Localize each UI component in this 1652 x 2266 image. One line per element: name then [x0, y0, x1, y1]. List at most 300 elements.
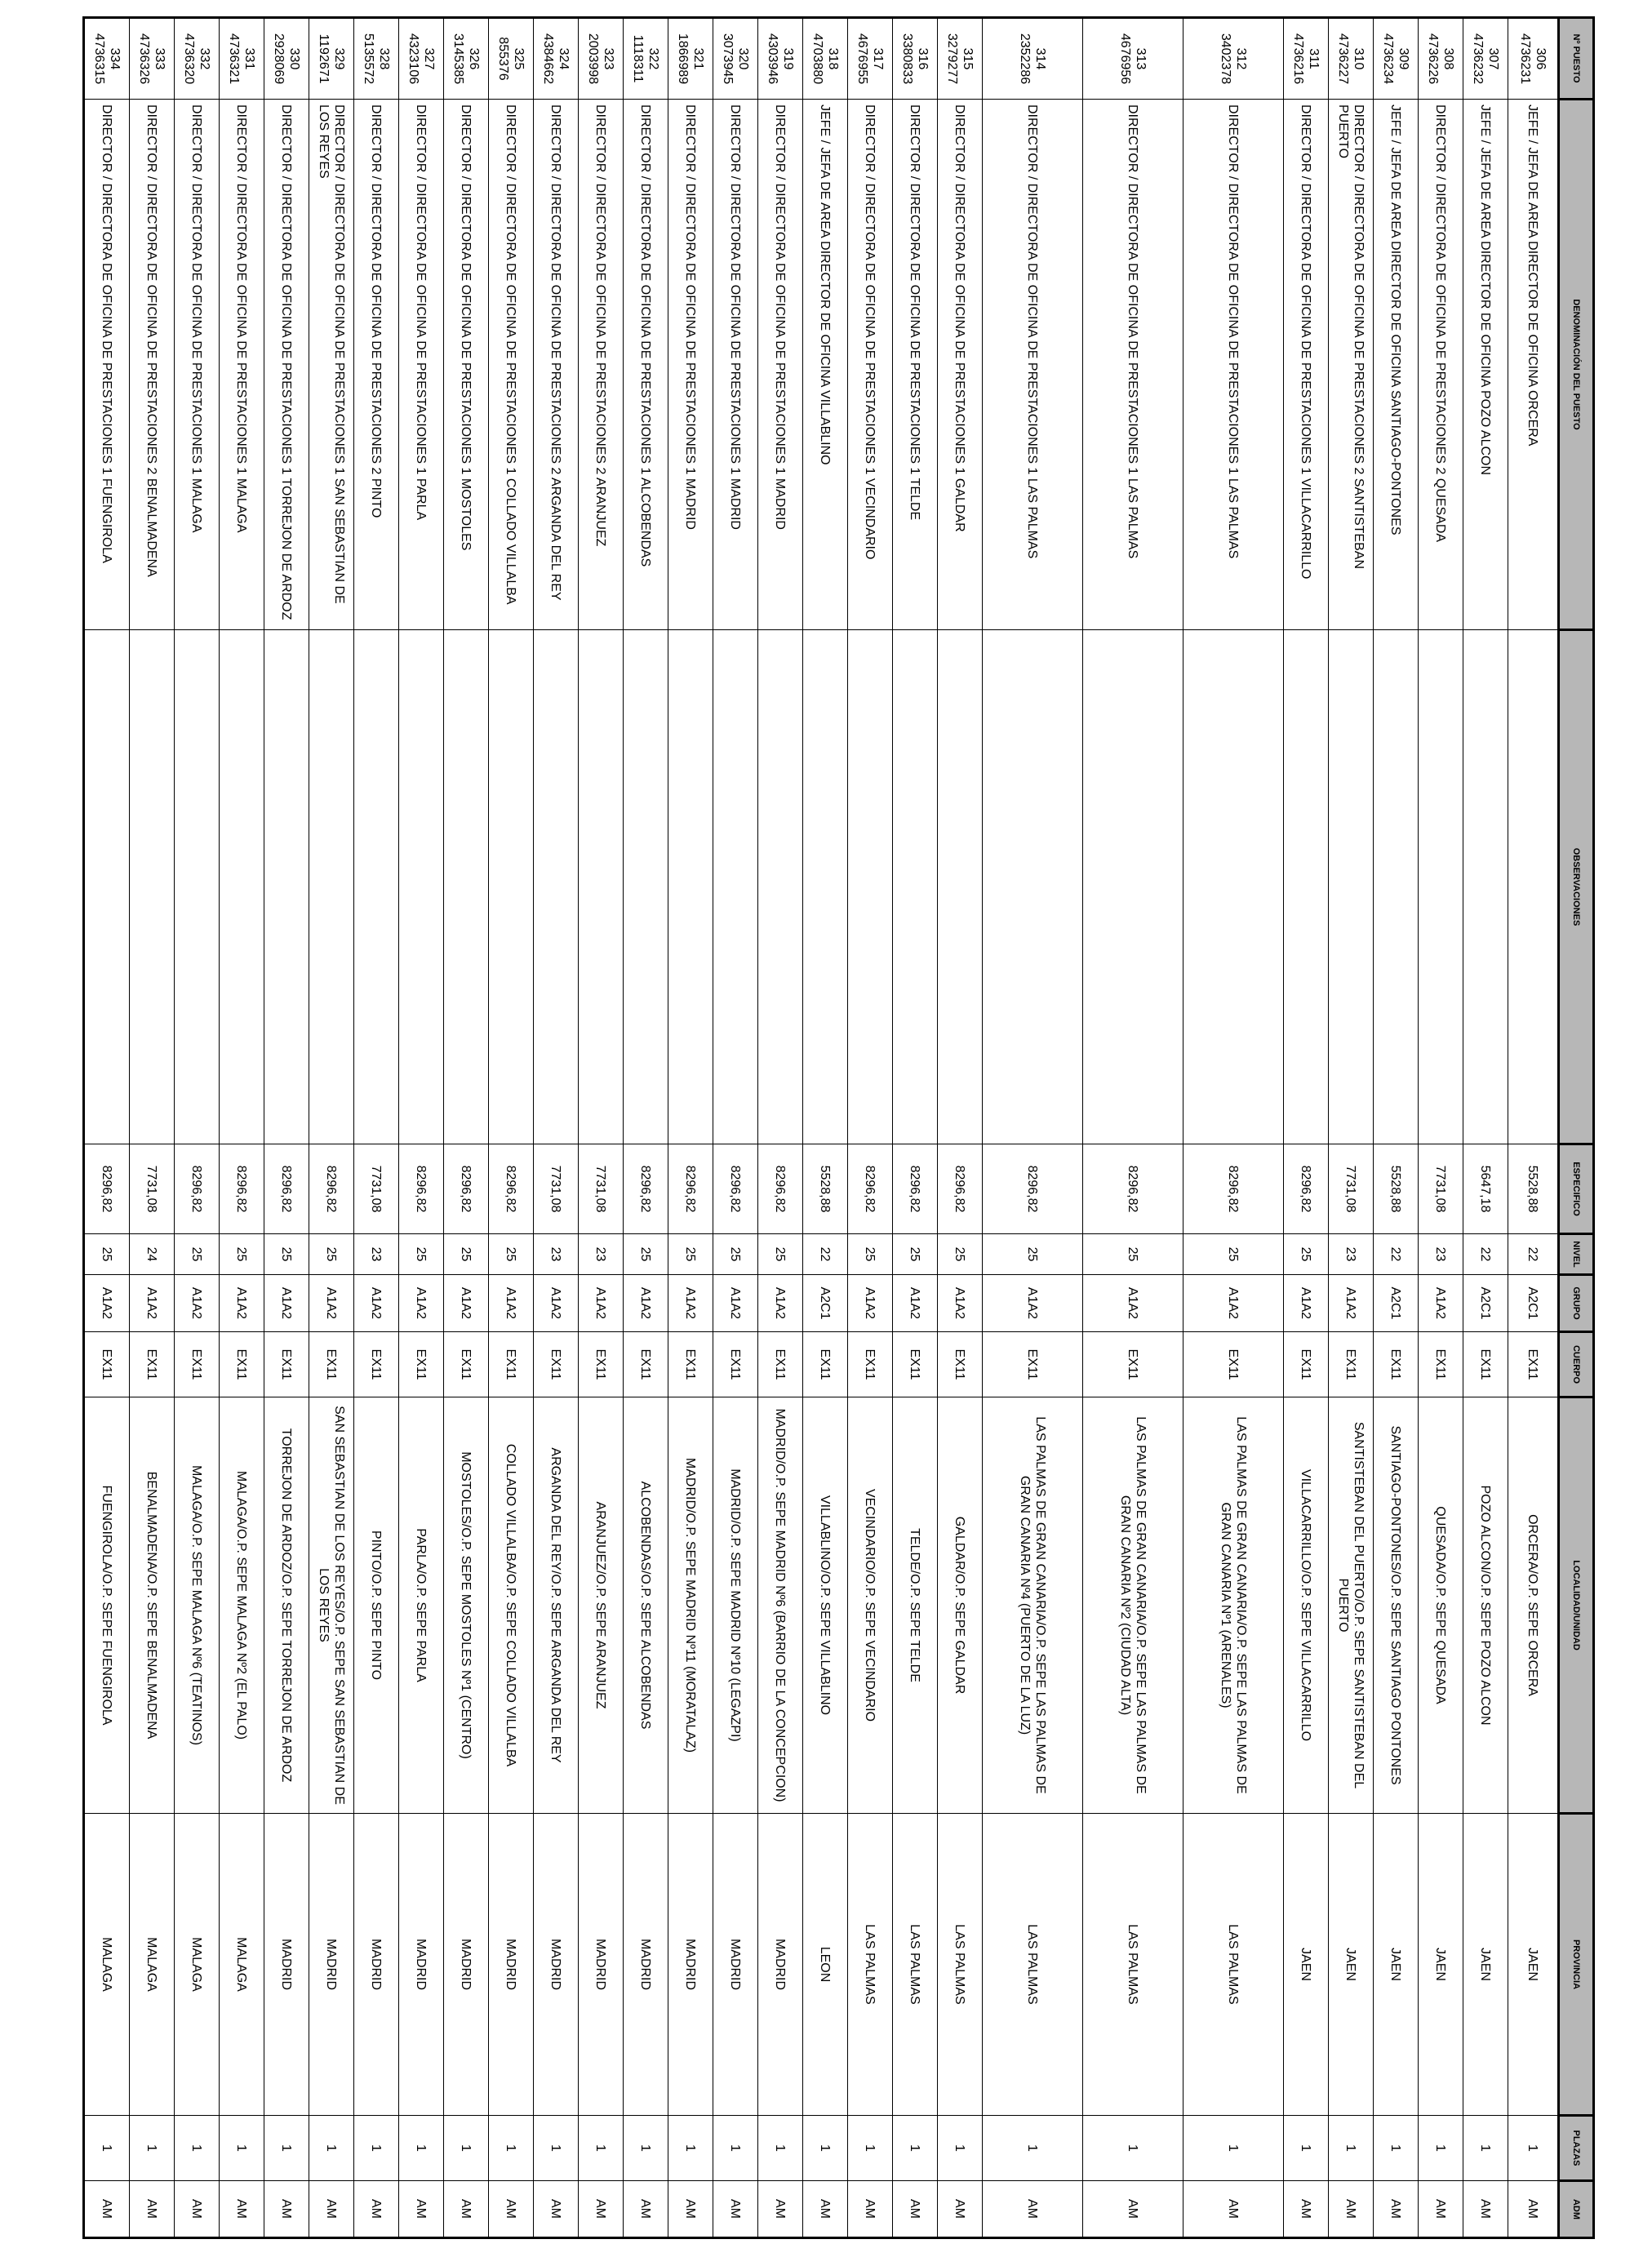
- cell-denominacion: DIRECTOR / DIRECTORA DE OFICINA DE PRESTACIONES 1 MADRID: [758, 100, 803, 630]
- cell-provincia: LAS PALMAS: [983, 1814, 1083, 2116]
- cell-adm: AM: [713, 2181, 758, 2238]
- puesto-number: 323: [602, 47, 615, 70]
- cell-grupo: A1A2: [1329, 1275, 1374, 1332]
- cell-grupo: A1A2: [758, 1275, 803, 1332]
- cell-grupo: A1A2: [624, 1275, 668, 1332]
- cell-denominacion: DIRECTOR / DIRECTORA DE OFICINA DE PRESTACIONES 2 PINTO: [354, 100, 399, 630]
- cell-cuerpo: EX11: [624, 1332, 668, 1397]
- cell-especifico: 8296,82: [399, 1144, 444, 1234]
- cell-cuerpo: EX11: [1183, 1332, 1284, 1397]
- cell-plazas: 1: [1284, 2116, 1329, 2181]
- puesto-number: 309: [1397, 47, 1410, 70]
- cell-observaciones: [1419, 630, 1463, 1144]
- cell-provincia: MALAGA: [130, 1814, 175, 2116]
- cell-adm: AM: [579, 2181, 624, 2238]
- table-row: [1183, 18, 1284, 2238]
- cell-especifico: 7731,08: [1419, 1144, 1463, 1234]
- cell-observaciones: [175, 630, 220, 1144]
- cell-observaciones: [803, 630, 848, 1144]
- cell-observaciones: [1083, 630, 1183, 1144]
- cell-nivel: 25: [444, 1234, 489, 1275]
- cell-nivel: 25: [309, 1234, 354, 1275]
- cell-provincia: MADRID: [309, 1814, 354, 2116]
- cell-nivel: 23: [1329, 1234, 1374, 1275]
- cell-nivel: 23: [1419, 1234, 1463, 1275]
- cell-localidad: SANTISTEBAN DEL PUERTO/O.P. SEPE SANTISTEBAN DEL PUERTO: [1329, 1397, 1374, 1814]
- cell-denominacion: DIRECTOR / DIRECTORA DE OFICINA DE PRESTACIONES 1 VILLACARRILLO: [1284, 100, 1329, 630]
- cell-provincia: MADRID: [713, 1814, 758, 2116]
- cell-grupo: A1A2: [130, 1275, 175, 1332]
- cell-nivel: 23: [354, 1234, 399, 1275]
- puesto-code: 855376: [496, 37, 510, 81]
- cell-denominacion: JEFE / JEFA DE AREA DIRECTOR DE OFICINA ORCERA: [1508, 100, 1559, 630]
- cell-observaciones: [848, 630, 893, 1144]
- cell-nivel: 25: [983, 1234, 1083, 1275]
- cell-localidad: MADRID/O.P. SEPE MADRID Nº10 (LEGAZPI): [713, 1397, 758, 1814]
- cell-observaciones: [668, 630, 713, 1144]
- cell-provincia: LAS PALMAS: [893, 1814, 938, 2116]
- cell-plazas: 1: [1183, 2116, 1284, 2181]
- cell-plazas: 1: [354, 2116, 399, 2181]
- cell-nivel: 25: [175, 1234, 220, 1275]
- cell-numero: [624, 18, 668, 100]
- header-denominacion: DENOMINACIÓN DEL PUESTO: [1559, 100, 1594, 630]
- table-row: [130, 18, 175, 2238]
- cell-plazas: 1: [803, 2116, 848, 2181]
- table-row: [354, 18, 399, 2238]
- cell-localidad: SAN SEBASTIAN DE LOS REYES/O.P. SEPE SAN SEBASTIAN DE LOS REYES: [309, 1397, 354, 1814]
- cell-adm: AM: [1419, 2181, 1463, 2238]
- cell-especifico: 8296,82: [444, 1144, 489, 1234]
- cell-adm: AM: [1183, 2181, 1284, 2238]
- puesto-number: 306: [1534, 47, 1548, 70]
- cell-cuerpo: EX11: [668, 1332, 713, 1397]
- table-row: [534, 18, 579, 2238]
- cell-especifico: 8296,82: [175, 1144, 220, 1234]
- cell-especifico: 8296,82: [938, 1144, 983, 1234]
- puesto-number: 313: [1134, 47, 1148, 70]
- puesto-number: 318: [826, 47, 840, 70]
- cell-numero: [354, 18, 399, 100]
- cell-numero: [399, 18, 444, 100]
- cell-numero: [713, 18, 758, 100]
- cell-provincia: MADRID: [534, 1814, 579, 2116]
- cell-observaciones: [309, 630, 354, 1144]
- cell-localidad: FUENGIROLA/O.P. SEPE FUENGIROLA: [84, 1397, 130, 1814]
- puesto-number: 315: [961, 47, 975, 70]
- cell-provincia: MADRID: [668, 1814, 713, 2116]
- cell-especifico: 7731,08: [354, 1144, 399, 1234]
- cell-numero: [220, 18, 264, 100]
- cell-especifico: 5528,88: [1508, 1144, 1559, 1234]
- cell-observaciones: [893, 630, 938, 1144]
- puesto-number: 331: [242, 47, 256, 70]
- cell-adm: AM: [624, 2181, 668, 2238]
- cell-plazas: 1: [264, 2116, 309, 2181]
- cell-localidad: TELDE/O.P. SEPE TELDE: [893, 1397, 938, 1814]
- cell-especifico: 8296,82: [264, 1144, 309, 1234]
- header-localidad: LOCALIDAD/UNIDAD: [1559, 1397, 1594, 1814]
- cell-grupo: A1A2: [983, 1275, 1083, 1332]
- cell-denominacion: DIRECTOR / DIRECTORA DE OFICINA DE PRESTACIONES 1 SAN SEBASTIAN DE LOS REYES: [309, 100, 354, 630]
- cell-numero: [1183, 18, 1284, 100]
- cell-localidad: BENALMADENA/O.P. SEPE BENALMADENA: [130, 1397, 175, 1814]
- puesto-code: 5135572: [362, 33, 375, 85]
- cell-especifico: 7731,08: [1329, 1144, 1374, 1234]
- cell-grupo: A1A2: [534, 1275, 579, 1332]
- puesto-code: 4676956: [1118, 33, 1132, 85]
- cell-provincia: JAEN: [1463, 1814, 1508, 2116]
- cell-especifico: 8296,82: [893, 1144, 938, 1234]
- puesto-code: 4676955: [855, 33, 869, 85]
- cell-numero: [579, 18, 624, 100]
- table-row: [444, 18, 489, 2238]
- cell-plazas: 1: [220, 2116, 264, 2181]
- puesto-code: 3145385: [451, 33, 465, 85]
- cell-plazas: 1: [1083, 2116, 1183, 2181]
- cell-cuerpo: EX11: [1083, 1332, 1183, 1397]
- table-row: [1284, 18, 1329, 2238]
- cell-localidad: PINTO/O.P. SEPE PINTO: [354, 1397, 399, 1814]
- cell-cuerpo: EX11: [175, 1332, 220, 1397]
- cell-adm: AM: [534, 2181, 579, 2238]
- header-adm: ADM: [1559, 2181, 1594, 2238]
- cell-nivel: 22: [1463, 1234, 1508, 1275]
- cell-grupo: A2C1: [1463, 1275, 1508, 1332]
- cell-grupo: A1A2: [489, 1275, 534, 1332]
- puesto-code: 4736315: [92, 33, 106, 85]
- cell-observaciones: [220, 630, 264, 1144]
- cell-observaciones: [1284, 630, 1329, 1144]
- cell-localidad: ARANJUEZ/O.P. SEPE ARANJUEZ: [579, 1397, 624, 1814]
- cell-grupo: A1A2: [1419, 1275, 1463, 1332]
- table-row: [983, 18, 1083, 2238]
- cell-cuerpo: EX11: [893, 1332, 938, 1397]
- cell-observaciones: [1329, 630, 1374, 1144]
- cell-plazas: 1: [668, 2116, 713, 2181]
- cell-grupo: A1A2: [220, 1275, 264, 1332]
- cell-localidad: TORREJON DE ARDOZ/O.P. SEPE TORREJON DE ARDOZ: [264, 1397, 309, 1814]
- cell-grupo: A2C1: [1508, 1275, 1559, 1332]
- cell-plazas: 1: [713, 2116, 758, 2181]
- cell-localidad: ALCOBENDAS/O.P. SEPE ALCOBENDAS: [624, 1397, 668, 1814]
- cell-grupo: A1A2: [84, 1275, 130, 1332]
- cell-especifico: 8296,82: [1183, 1144, 1284, 1234]
- cell-especifico: 8296,82: [983, 1144, 1083, 1234]
- puesto-number: 329: [332, 47, 346, 70]
- cell-adm: AM: [1374, 2181, 1419, 2238]
- cell-provincia: MADRID: [579, 1814, 624, 2116]
- cell-plazas: 1: [624, 2116, 668, 2181]
- cell-localidad: ORCERA/O.P. SEPE ORCERA: [1508, 1397, 1559, 1814]
- cell-adm: AM: [668, 2181, 713, 2238]
- cell-provincia: MALAGA: [220, 1814, 264, 2116]
- cell-numero: [534, 18, 579, 100]
- cell-denominacion: DIRECTOR / DIRECTORA DE OFICINA DE PRESTACIONES 2 BENALMADENA: [130, 100, 175, 630]
- header-especifico: ESPECIFICO: [1559, 1144, 1594, 1234]
- cell-nivel: 25: [220, 1234, 264, 1275]
- puesto-code: 2003998: [586, 33, 600, 85]
- cell-nivel: 25: [264, 1234, 309, 1275]
- cell-provincia: LAS PALMAS: [848, 1814, 893, 2116]
- cell-grupo: A1A2: [444, 1275, 489, 1332]
- header-provincia: PROVINCIA: [1559, 1814, 1594, 2116]
- cell-provincia: MADRID: [444, 1814, 489, 2116]
- cell-adm: AM: [893, 2181, 938, 2238]
- cell-observaciones: [983, 630, 1083, 1144]
- cell-provincia: JAEN: [1284, 1814, 1329, 2116]
- cell-especifico: 8296,82: [1284, 1144, 1329, 1234]
- cell-numero: [1083, 18, 1183, 100]
- cell-provincia: MADRID: [489, 1814, 534, 2116]
- cell-denominacion: DIRECTOR / DIRECTORA DE OFICINA DE PRESTACIONES 2 ARGANDA DEL REY: [534, 100, 579, 630]
- table-row: [489, 18, 534, 2238]
- cell-cuerpo: EX11: [1374, 1332, 1419, 1397]
- cell-observaciones: [1374, 630, 1419, 1144]
- cell-provincia: MALAGA: [175, 1814, 220, 2116]
- cell-provincia: LAS PALMAS: [1183, 1814, 1284, 2116]
- cell-grupo: A1A2: [848, 1275, 893, 1332]
- cell-nivel: 25: [489, 1234, 534, 1275]
- cell-observaciones: [444, 630, 489, 1144]
- puesto-number: 334: [108, 47, 122, 70]
- cell-especifico: 8296,82: [848, 1144, 893, 1234]
- cell-cuerpo: EX11: [220, 1332, 264, 1397]
- cell-localidad: GALDAR/O.P. SEPE GALDAR: [938, 1397, 983, 1814]
- puesto-code: 1118311: [631, 34, 645, 83]
- cell-plazas: 1: [758, 2116, 803, 2181]
- cell-adm: AM: [758, 2181, 803, 2238]
- cell-especifico: 7731,08: [130, 1144, 175, 1234]
- cell-adm: AM: [489, 2181, 534, 2238]
- cell-grupo: A1A2: [1183, 1275, 1284, 1332]
- cell-denominacion: DIRECTOR / DIRECTORA DE OFICINA DE PRESTACIONES 1 MADRID: [713, 100, 758, 630]
- cell-denominacion: DIRECTOR / DIRECTORA DE OFICINA DE PRESTACIONES 1 TELDE: [893, 100, 938, 630]
- cell-localidad: VECINDARIO/O.P. SEPE VECINDARIO: [848, 1397, 893, 1814]
- cell-denominacion: DIRECTOR / DIRECTORA DE OFICINA DE PRESTACIONES 1 COLLADO VILLALBA: [489, 100, 534, 630]
- cell-grupo: A1A2: [893, 1275, 938, 1332]
- puesto-code: 4736321: [227, 33, 241, 85]
- cell-cuerpo: EX11: [354, 1332, 399, 1397]
- cell-nivel: 25: [893, 1234, 938, 1275]
- cell-cuerpo: EX11: [1508, 1332, 1559, 1397]
- cell-plazas: 1: [579, 2116, 624, 2181]
- cell-localidad: VILLABLINO/O.P. SEPE VILLABLINO: [803, 1397, 848, 1814]
- cell-numero: [309, 18, 354, 100]
- table-row: [713, 18, 758, 2238]
- cell-observaciones: [489, 630, 534, 1144]
- cell-plazas: 1: [1374, 2116, 1419, 2181]
- cell-denominacion: DIRECTOR / DIRECTORA DE OFICINA DE PRESTACIONES 1 LAS PALMAS: [1183, 100, 1284, 630]
- cell-denominacion: DIRECTOR / DIRECTORA DE OFICINA DE PRESTACIONES 2 QUESADA: [1419, 100, 1463, 630]
- cell-nivel: 24: [130, 1234, 175, 1275]
- cell-adm: AM: [848, 2181, 893, 2238]
- puesto-code: 2928069: [272, 33, 286, 85]
- cell-adm: AM: [1083, 2181, 1183, 2238]
- cell-especifico: 8296,82: [758, 1144, 803, 1234]
- cell-adm: AM: [175, 2181, 220, 2238]
- header-nivel: NIVEL: [1559, 1234, 1594, 1275]
- cell-provincia: LAS PALMAS: [1083, 1814, 1183, 2116]
- table-row: [893, 18, 938, 2238]
- cell-observaciones: [758, 630, 803, 1144]
- cell-adm: AM: [444, 2181, 489, 2238]
- cell-observaciones: [354, 630, 399, 1144]
- puesto-number: 332: [198, 47, 211, 70]
- cell-grupo: A1A2: [1083, 1275, 1183, 1332]
- cell-localidad: LAS PALMAS DE GRAN CANARIA/O.P. SEPE LAS PALMAS DE GRAN CANARIA Nº1 (ARENALES): [1183, 1397, 1284, 1814]
- cell-observaciones: [1508, 630, 1559, 1144]
- cell-grupo: A1A2: [938, 1275, 983, 1332]
- puesto-code: 3073945: [721, 33, 735, 85]
- cell-adm: AM: [84, 2181, 130, 2238]
- cell-numero: [489, 18, 534, 100]
- cell-denominacion: DIRECTOR / DIRECTORA DE OFICINA DE PRESTACIONES 1 FUENGIROLA: [84, 100, 130, 630]
- cell-denominacion: DIRECTOR / DIRECTORA DE OFICINA DE PRESTACIONES 1 GALDAR: [938, 100, 983, 630]
- cell-cuerpo: EX11: [84, 1332, 130, 1397]
- puesto-number: 327: [422, 47, 436, 70]
- cell-plazas: 1: [848, 2116, 893, 2181]
- cell-numero: [938, 18, 983, 100]
- puesto-code: 4736231: [1518, 33, 1532, 85]
- cell-denominacion: DIRECTOR / DIRECTORA DE OFICINA DE PRESTACIONES 1 PARLA: [399, 100, 444, 630]
- table-row: [264, 18, 309, 2238]
- puesto-number: 319: [781, 47, 795, 70]
- puesto-code: 4736227: [1336, 33, 1350, 85]
- cell-adm: AM: [264, 2181, 309, 2238]
- puesto-code: 4736326: [137, 33, 151, 85]
- cell-provincia: MADRID: [624, 1814, 668, 2116]
- puesto-number: 321: [691, 47, 705, 70]
- table-row: [668, 18, 713, 2238]
- cell-observaciones: [84, 630, 130, 1144]
- table-row: [1508, 18, 1559, 2238]
- cell-localidad: POZO ALCON/O.P. SEPE POZO ALCON: [1463, 1397, 1508, 1814]
- puesto-number: 333: [153, 47, 167, 70]
- cell-cuerpo: EX11: [130, 1332, 175, 1397]
- cell-nivel: 25: [713, 1234, 758, 1275]
- cell-denominacion: DIRECTOR / DIRECTORA DE OFICINA DE PRESTACIONES 1 MADRID: [668, 100, 713, 630]
- cell-cuerpo: EX11: [579, 1332, 624, 1397]
- cell-provincia: JAEN: [1329, 1814, 1374, 2116]
- cell-numero: [893, 18, 938, 100]
- cell-nivel: 25: [399, 1234, 444, 1275]
- cell-numero: [84, 18, 130, 100]
- cell-especifico: 8296,82: [668, 1144, 713, 1234]
- puesto-number: 307: [1486, 47, 1500, 70]
- cell-plazas: 1: [1329, 2116, 1374, 2181]
- table-row: [624, 18, 668, 2238]
- cell-localidad: MALAGA/O.P. SEPE MALAGA Nº6 (TEATINOS): [175, 1397, 220, 1814]
- puesto-code: 3402378: [1219, 33, 1232, 85]
- cell-cuerpo: EX11: [713, 1332, 758, 1397]
- puesto-code: 4736234: [1381, 33, 1395, 85]
- cell-especifico: 8296,82: [624, 1144, 668, 1234]
- cell-localidad: VILLACARRILLO/O.P. SEPE VILLACARRILLO: [1284, 1397, 1329, 1814]
- cell-provincia: MADRID: [758, 1814, 803, 2116]
- table-row: [758, 18, 803, 2238]
- puesto-number: 312: [1234, 47, 1248, 70]
- cell-grupo: A1A2: [1284, 1275, 1329, 1332]
- puesto-code: 3279277: [945, 33, 959, 85]
- table-row: [1374, 18, 1419, 2238]
- cell-numero: [803, 18, 848, 100]
- cell-nivel: 25: [758, 1234, 803, 1275]
- puesto-code: 4703880: [810, 33, 824, 85]
- cell-cuerpo: EX11: [938, 1332, 983, 1397]
- puesto-code: 3380833: [900, 33, 914, 85]
- cell-numero: [1329, 18, 1374, 100]
- puesto-number: 320: [736, 47, 750, 70]
- table-row: [579, 18, 624, 2238]
- cell-provincia: MADRID: [264, 1814, 309, 2116]
- cell-observaciones: [534, 630, 579, 1144]
- table-row: [220, 18, 264, 2238]
- cell-plazas: 1: [1463, 2116, 1508, 2181]
- cell-plazas: 1: [309, 2116, 354, 2181]
- cell-grupo: A1A2: [175, 1275, 220, 1332]
- cell-provincia: MALAGA: [84, 1814, 130, 2116]
- cell-denominacion: DIRECTOR / DIRECTORA DE OFICINA DE PRESTACIONES 1 VECINDARIO: [848, 100, 893, 630]
- puesto-number: 311: [1307, 48, 1321, 69]
- cell-cuerpo: EX11: [534, 1332, 579, 1397]
- cell-grupo: A1A2: [668, 1275, 713, 1332]
- cell-nivel: 25: [1183, 1234, 1284, 1275]
- cell-provincia: LAS PALMAS: [938, 1814, 983, 2116]
- cell-nivel: 25: [624, 1234, 668, 1275]
- cell-denominacion: JEFE / JEFA DE AREA DIRECTOR DE OFICINA VILLABLINO: [803, 100, 848, 630]
- cell-denominacion: DIRECTOR / DIRECTORA DE OFICINA DE PRESTACIONES 1 TORREJON DE ARDOZ: [264, 100, 309, 630]
- cell-especifico: 5528,88: [1374, 1144, 1419, 1234]
- cell-nivel: 22: [1374, 1234, 1419, 1275]
- puesto-code: 4736216: [1291, 33, 1305, 85]
- cell-observaciones: [264, 630, 309, 1144]
- cell-cuerpo: EX11: [1329, 1332, 1374, 1397]
- puesto-code: 2352286: [1018, 33, 1032, 85]
- cell-numero: [130, 18, 175, 100]
- table-row: [84, 18, 130, 2238]
- cell-grupo: A1A2: [399, 1275, 444, 1332]
- cell-denominacion: DIRECTOR / DIRECTORA DE OFICINA DE PRESTACIONES 1 MALAGA: [220, 100, 264, 630]
- cell-adm: AM: [309, 2181, 354, 2238]
- cell-numero: [1374, 18, 1419, 100]
- cell-plazas: 1: [489, 2116, 534, 2181]
- cell-nivel: 22: [1508, 1234, 1559, 1275]
- puesto-number: 330: [287, 47, 301, 70]
- puesto-code: 4736320: [182, 33, 196, 85]
- cell-localidad: ARGANDA DEL REY/O.P. SEPE ARGANDA DEL REY: [534, 1397, 579, 1814]
- cell-plazas: 1: [175, 2116, 220, 2181]
- puesto-code: 4736232: [1471, 33, 1485, 85]
- puesto-code: 4303946: [766, 33, 779, 85]
- cell-cuerpo: EX11: [848, 1332, 893, 1397]
- cell-nivel: 25: [1083, 1234, 1183, 1275]
- cell-localidad: MOSTOLES/O.P. SEPE MOSTOLES Nº1 (CENTRO): [444, 1397, 489, 1814]
- cell-adm: AM: [1284, 2181, 1329, 2238]
- cell-observaciones: [130, 630, 175, 1144]
- cell-cuerpo: EX11: [309, 1332, 354, 1397]
- table-row: [803, 18, 848, 2238]
- cell-adm: AM: [1463, 2181, 1508, 2238]
- puesto-number: 308: [1441, 47, 1455, 70]
- cell-observaciones: [1463, 630, 1508, 1144]
- header-row: [1559, 18, 1594, 2238]
- puesto-number: 325: [512, 47, 526, 70]
- cell-provincia: MADRID: [354, 1814, 399, 2116]
- puesto-number: 314: [1033, 47, 1047, 70]
- cell-especifico: 8296,82: [713, 1144, 758, 1234]
- table-row: [175, 18, 220, 2238]
